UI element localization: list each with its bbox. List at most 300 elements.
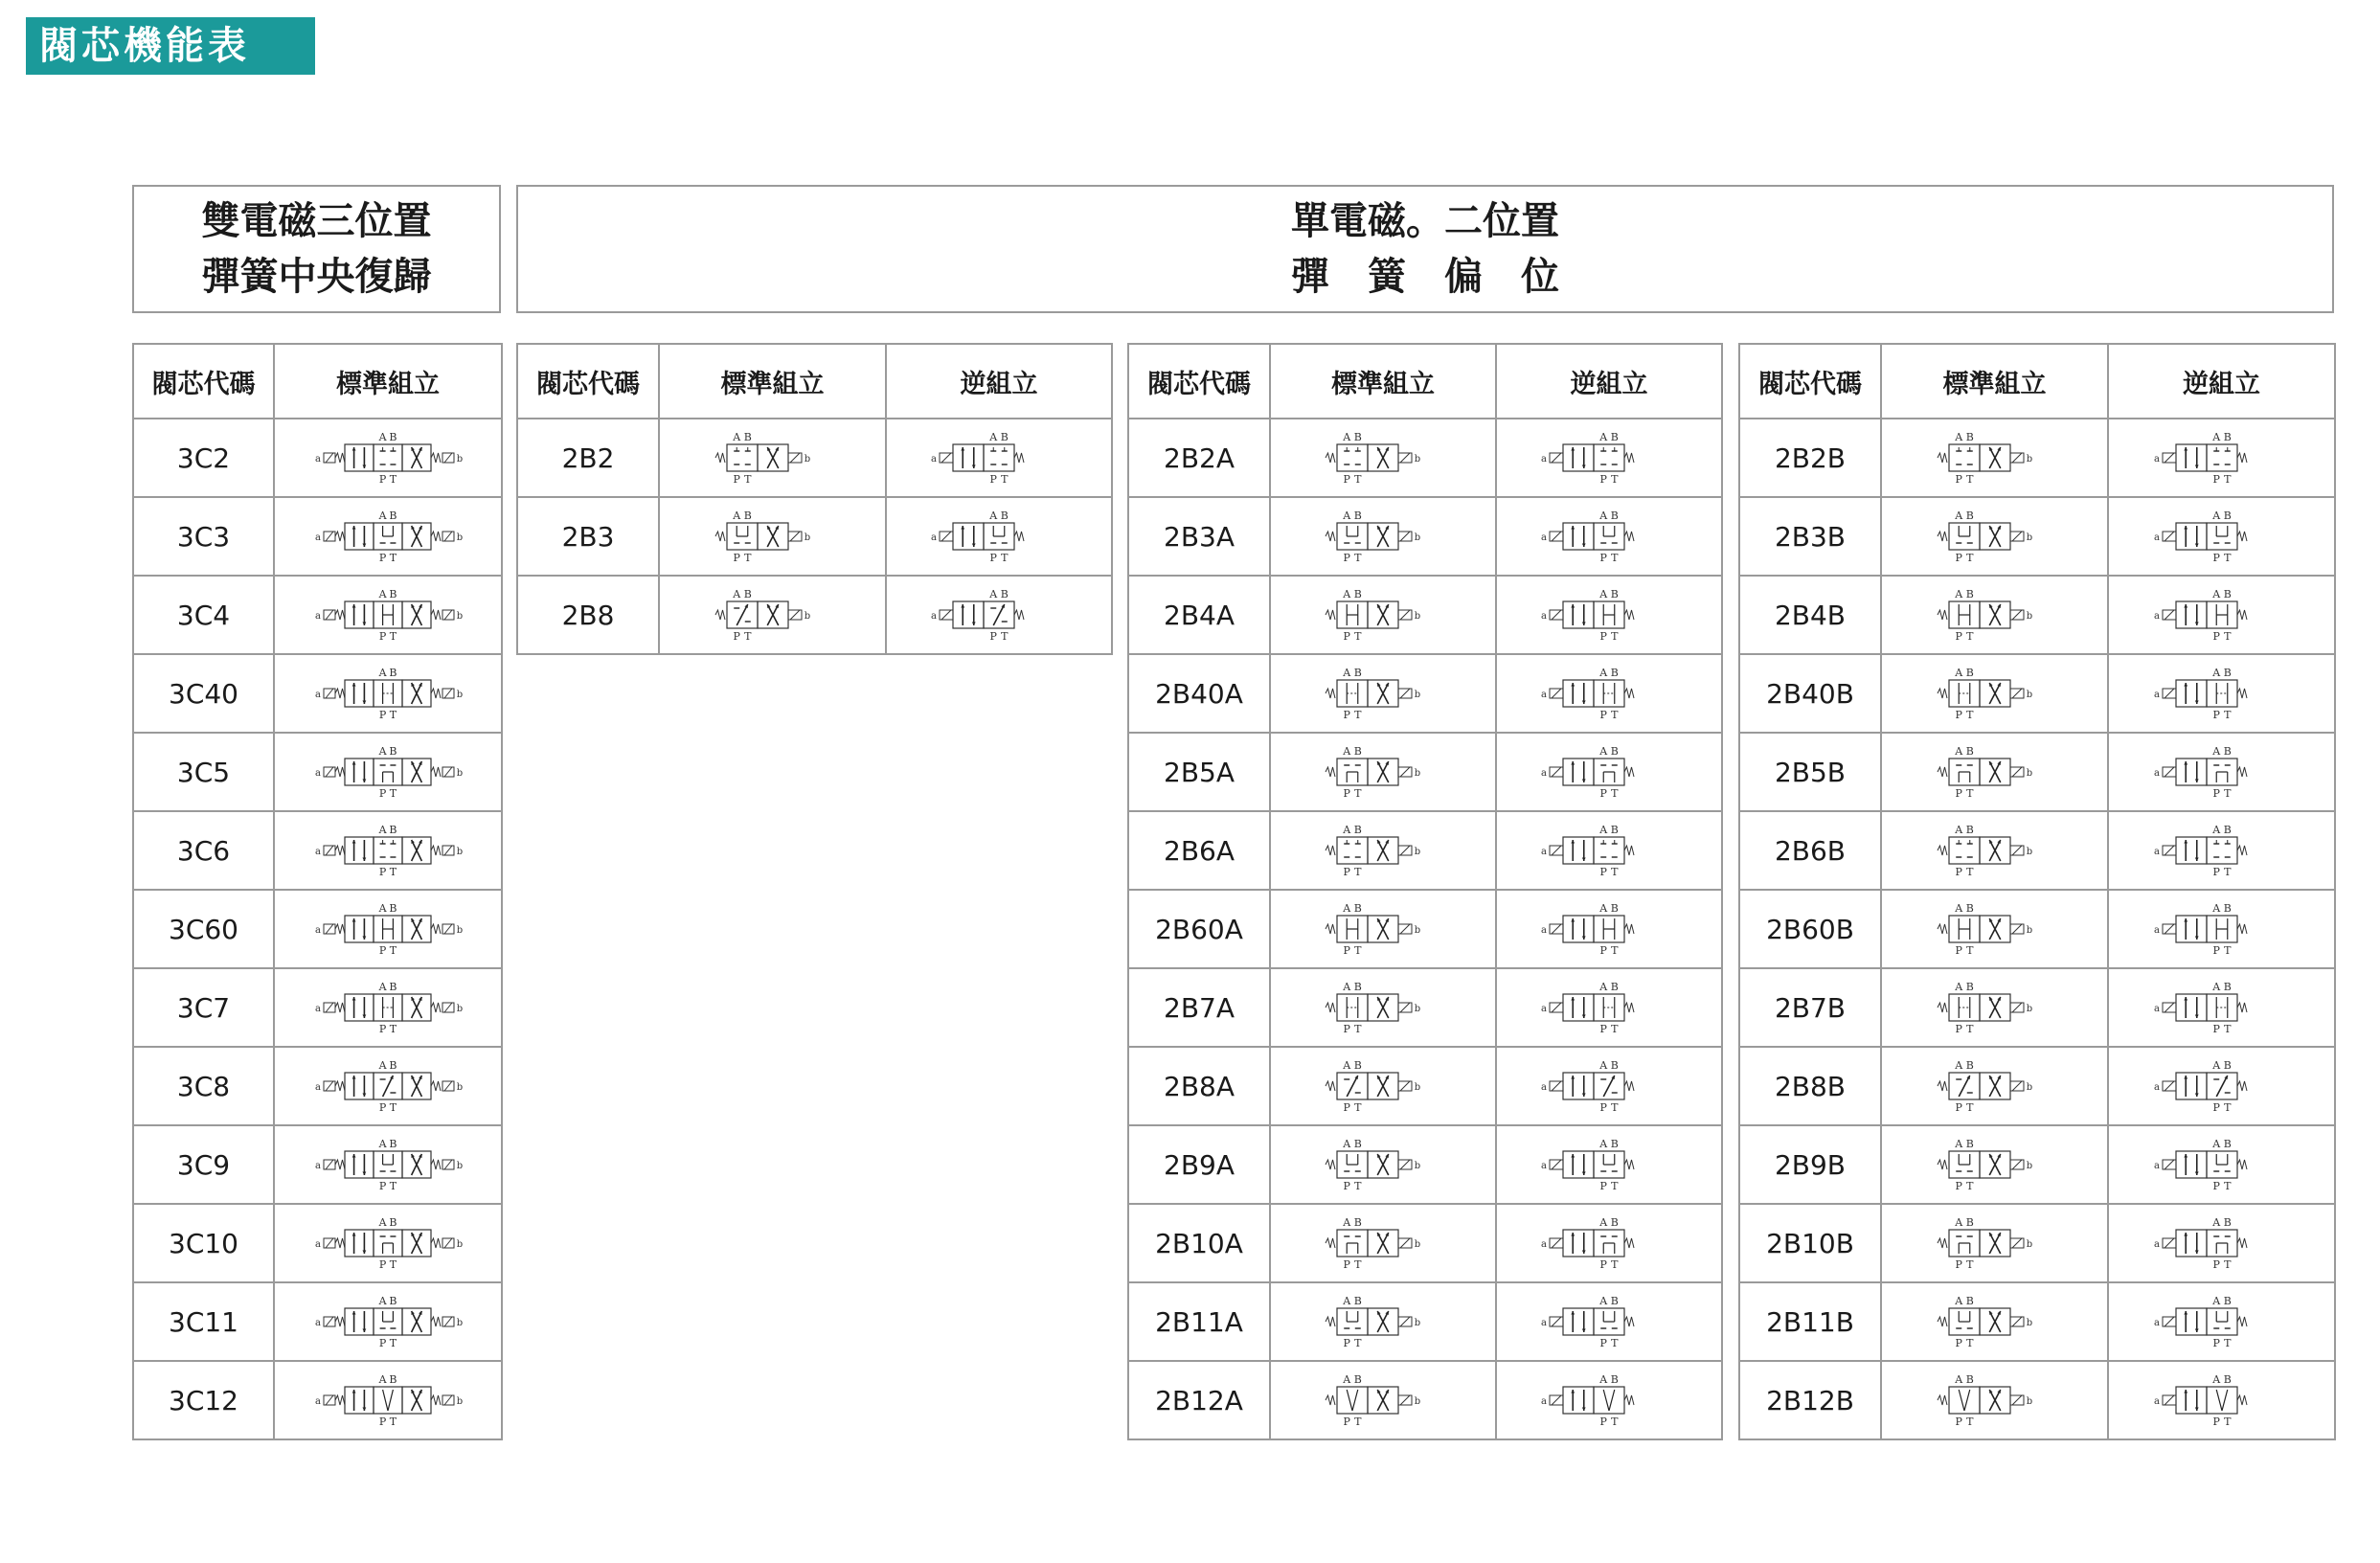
valve-code: 3C2	[133, 419, 274, 497]
svg-text:a: a	[315, 768, 321, 779]
valve-symbol-icon	[2121, 501, 2323, 572]
table-row	[1739, 968, 2335, 1047]
svg-text:B: B	[1353, 745, 1362, 758]
valve-symbol-icon	[287, 815, 488, 886]
svg-text:B: B	[1353, 588, 1362, 600]
table-row	[517, 497, 1112, 576]
valve-code: 3C3	[133, 497, 274, 576]
reverse-symbol	[2108, 968, 2335, 1047]
svg-text:T: T	[1354, 1416, 1362, 1428]
standard-symbol	[274, 419, 502, 497]
reverse-symbol	[1496, 1204, 1722, 1282]
svg-text:a: a	[931, 454, 937, 464]
svg-text:A: A	[378, 745, 387, 758]
svg-text:T: T	[389, 1101, 397, 1114]
valve-symbol-icon	[2121, 1286, 2323, 1357]
standard-symbol	[274, 1204, 502, 1282]
svg-text:A: A	[1343, 431, 1351, 443]
valve-code: 3C10	[133, 1204, 274, 1282]
svg-text:a: a	[931, 611, 937, 622]
svg-text:P: P	[1599, 1023, 1607, 1035]
svg-text:T: T	[1611, 1180, 1619, 1192]
svg-text:B: B	[1965, 824, 1974, 836]
table-row	[1128, 576, 1722, 654]
svg-text:T: T	[1965, 1258, 1973, 1271]
svg-text:b: b	[804, 532, 810, 543]
svg-text:T: T	[1354, 630, 1362, 643]
svg-text:T: T	[2223, 1258, 2231, 1271]
svg-text:B: B	[2223, 1373, 2232, 1386]
svg-text:B: B	[1353, 1295, 1362, 1307]
standard-symbol	[1270, 733, 1496, 811]
svg-text:a: a	[1541, 454, 1547, 464]
valve-symbol-icon	[1508, 501, 1710, 572]
standard-symbol	[1881, 890, 2108, 968]
svg-text:T: T	[389, 709, 397, 721]
svg-text:B: B	[2223, 1138, 2232, 1150]
svg-text:a: a	[1541, 847, 1547, 857]
valve-symbol-icon	[672, 579, 873, 650]
svg-text:P: P	[1955, 1258, 1962, 1271]
svg-text:A: A	[378, 1295, 387, 1307]
svg-text:P: P	[378, 787, 387, 800]
standard-symbol	[1270, 497, 1496, 576]
svg-text:b: b	[456, 532, 464, 543]
svg-text:P: P	[2212, 866, 2220, 878]
svg-text:B: B	[1965, 1138, 1974, 1150]
standard-symbol	[1270, 1125, 1496, 1204]
svg-text:P: P	[378, 709, 387, 721]
table-row	[133, 497, 502, 576]
table-row	[1739, 1204, 2335, 1282]
svg-text:B: B	[743, 431, 752, 443]
svg-text:P: P	[1343, 630, 1350, 643]
svg-text:T: T	[2223, 709, 2231, 721]
svg-text:P: P	[1343, 1023, 1350, 1035]
standard-symbol	[1881, 654, 2108, 733]
svg-text:b: b	[456, 1004, 464, 1014]
valve-symbol-icon	[1508, 1051, 1710, 1121]
svg-text:P: P	[2212, 1258, 2220, 1271]
svg-text:a: a	[2153, 1161, 2160, 1171]
three-position-table	[132, 343, 503, 1440]
two-position-b-rows	[517, 419, 1112, 654]
reverse-symbol	[1496, 1047, 1722, 1125]
svg-text:B: B	[389, 981, 397, 993]
reverse-symbol	[1496, 497, 1722, 576]
table-row	[1128, 419, 1722, 497]
svg-text:T: T	[1611, 1023, 1619, 1035]
svg-text:A: A	[1343, 981, 1351, 993]
valve-symbol-icon	[898, 501, 1099, 572]
valve-symbol-icon	[1282, 815, 1484, 886]
svg-text:a: a	[1541, 611, 1547, 622]
valve-code: 2B2B	[1739, 419, 1881, 497]
valve-code: 3C8	[133, 1047, 274, 1125]
svg-text:B: B	[1353, 431, 1362, 443]
valve-code: 2B40B	[1739, 654, 1881, 733]
svg-text:A: A	[2211, 981, 2220, 993]
valve-symbol-icon	[287, 501, 488, 572]
category-three-position-line1: 雙電磁三位置	[201, 199, 432, 243]
valve-symbol-icon	[2121, 972, 2323, 1043]
svg-text:B: B	[389, 1138, 397, 1150]
valve-code: 2B7A	[1128, 968, 1270, 1047]
svg-text:T: T	[1965, 866, 1973, 878]
svg-text:A: A	[378, 981, 387, 993]
svg-text:a: a	[2153, 532, 2160, 543]
svg-text:T: T	[1354, 552, 1362, 564]
svg-text:B: B	[1000, 431, 1009, 443]
valve-symbol-icon	[287, 1129, 488, 1200]
svg-text:A: A	[1343, 1216, 1351, 1229]
svg-text:a: a	[315, 925, 321, 936]
valve-symbol-icon	[1894, 1286, 2096, 1357]
svg-text:T: T	[389, 630, 397, 643]
svg-text:T: T	[389, 1023, 397, 1035]
svg-text:P: P	[1599, 1416, 1607, 1428]
svg-text:a: a	[2153, 611, 2160, 622]
table-row	[517, 419, 1112, 497]
svg-text:b: b	[1414, 1239, 1421, 1250]
valve-symbol-icon	[1894, 1208, 2096, 1279]
valve-symbol-icon	[1894, 1051, 2096, 1121]
svg-text:A: A	[378, 902, 387, 915]
header-standard: 標準組立	[1881, 344, 2108, 419]
svg-text:b: b	[804, 454, 810, 464]
svg-text:a: a	[2153, 768, 2160, 779]
svg-text:P: P	[378, 552, 387, 564]
table-row	[1739, 811, 2335, 890]
svg-text:T: T	[2223, 630, 2231, 643]
table-row	[1128, 1047, 1722, 1125]
svg-text:A: A	[1343, 745, 1351, 758]
svg-text:T: T	[1965, 552, 1973, 564]
svg-text:A: A	[1599, 667, 1608, 679]
svg-text:P: P	[2212, 944, 2220, 957]
svg-text:A: A	[1343, 510, 1351, 522]
valve-symbol-icon	[1282, 894, 1484, 964]
svg-text:A: A	[1343, 1138, 1351, 1150]
svg-text:a: a	[315, 1396, 321, 1407]
valve-symbol-icon	[1894, 579, 2096, 650]
svg-text:b: b	[1414, 1318, 1421, 1328]
svg-text:A: A	[1954, 431, 1962, 443]
valve-code: 3C60	[133, 890, 274, 968]
valve-code: 2B2A	[1128, 419, 1270, 497]
svg-text:b: b	[456, 768, 464, 779]
valve-symbol-icon	[2121, 422, 2323, 493]
standard-symbol	[1270, 419, 1496, 497]
table-row	[1128, 1204, 1722, 1282]
standard-symbol	[1270, 1361, 1496, 1439]
svg-text:P: P	[1955, 552, 1962, 564]
svg-text:P: P	[2212, 473, 2220, 486]
valve-symbol-icon	[1894, 501, 2096, 572]
svg-text:P: P	[2212, 1180, 2220, 1192]
svg-text:B: B	[2223, 431, 2232, 443]
standard-symbol	[1881, 811, 2108, 890]
valve-symbol-icon	[1282, 1286, 1484, 1357]
valve-code: 2B3B	[1739, 497, 1881, 576]
svg-text:B: B	[1000, 588, 1009, 600]
reverse-symbol	[1496, 419, 1722, 497]
svg-text:b: b	[1414, 847, 1421, 857]
svg-text:T: T	[389, 1258, 397, 1271]
standard-symbol	[274, 968, 502, 1047]
reverse-symbol	[2108, 1361, 2335, 1439]
standard-symbol	[1270, 1204, 1496, 1282]
reverse-symbol	[2108, 890, 2335, 968]
svg-text:a: a	[2153, 690, 2160, 700]
svg-text:B: B	[1965, 510, 1974, 522]
svg-text:P: P	[1955, 709, 1962, 721]
reverse-symbol	[2108, 811, 2335, 890]
standard-symbol	[274, 1282, 502, 1361]
svg-text:P: P	[2212, 709, 2220, 721]
svg-text:T: T	[389, 473, 397, 486]
svg-text:A: A	[1954, 1295, 1962, 1307]
valve-symbol-icon	[1282, 422, 1484, 493]
valve-symbol-icon	[1894, 815, 2096, 886]
svg-text:b: b	[1414, 611, 1421, 622]
svg-text:a: a	[315, 690, 321, 700]
svg-text:T: T	[1965, 1416, 1973, 1428]
valve-code: 2B2	[517, 419, 659, 497]
svg-text:A: A	[1599, 824, 1608, 836]
svg-text:A: A	[1343, 1295, 1351, 1307]
table-row	[133, 576, 502, 654]
svg-text:T: T	[1354, 473, 1362, 486]
header-code: 閥芯代碼	[1739, 344, 1881, 419]
svg-text:b: b	[2026, 847, 2032, 857]
table-row	[1739, 1047, 2335, 1125]
svg-text:B: B	[389, 431, 397, 443]
svg-text:P: P	[1343, 787, 1350, 800]
svg-text:b: b	[2026, 1239, 2032, 1250]
standard-symbol	[659, 497, 886, 576]
valve-symbol-icon	[1282, 1208, 1484, 1279]
table-row	[1739, 419, 2335, 497]
svg-text:B: B	[1610, 824, 1619, 836]
valve-code: 2B3A	[1128, 497, 1270, 576]
svg-text:T: T	[743, 473, 751, 486]
svg-text:a: a	[1541, 1239, 1547, 1250]
svg-text:P: P	[2212, 552, 2220, 564]
svg-text:A: A	[378, 588, 387, 600]
svg-text:A: A	[1599, 1059, 1608, 1072]
valve-code: 3C5	[133, 733, 274, 811]
svg-text:T: T	[2223, 944, 2231, 957]
svg-text:a: a	[315, 1004, 321, 1014]
three-position-rows	[133, 419, 502, 1439]
valve-code: 2B6B	[1739, 811, 1881, 890]
svg-text:T: T	[1611, 630, 1619, 643]
valve-code: 2B10B	[1739, 1204, 1881, 1282]
svg-text:B: B	[1610, 1373, 1619, 1386]
svg-text:P: P	[378, 944, 387, 957]
two-position-b-table	[516, 343, 1113, 655]
header-reverse: 逆組立	[2108, 344, 2335, 419]
svg-text:a: a	[1541, 925, 1547, 936]
svg-text:T: T	[743, 630, 751, 643]
svg-text:P: P	[1343, 1337, 1350, 1349]
svg-text:A: A	[378, 824, 387, 836]
svg-text:a: a	[2153, 847, 2160, 857]
header-reverse: 逆組立	[886, 344, 1112, 419]
svg-text:A: A	[2211, 1295, 2220, 1307]
svg-text:A: A	[2211, 745, 2220, 758]
valve-symbol-icon	[1508, 1208, 1710, 1279]
svg-text:B: B	[2223, 824, 2232, 836]
page-title: 閥芯機能表	[26, 17, 315, 75]
svg-text:P: P	[378, 1416, 387, 1428]
svg-text:b: b	[1414, 532, 1421, 543]
valve-symbol-icon	[1894, 658, 2096, 729]
svg-text:a: a	[315, 1161, 321, 1171]
svg-text:T: T	[2223, 787, 2231, 800]
svg-text:T: T	[1354, 709, 1362, 721]
svg-text:a: a	[2153, 1396, 2160, 1407]
svg-text:B: B	[389, 1216, 397, 1229]
svg-text:P: P	[1343, 944, 1350, 957]
svg-text:b: b	[2026, 611, 2032, 622]
svg-text:T: T	[2223, 473, 2231, 486]
header-code: 閥芯代碼	[1128, 344, 1270, 419]
standard-symbol	[1881, 497, 2108, 576]
valve-symbol-icon	[1894, 1129, 2096, 1200]
svg-text:T: T	[2223, 1180, 2231, 1192]
two-position-a-table	[1127, 343, 1723, 1440]
svg-text:P: P	[1955, 1023, 1962, 1035]
table-row	[1739, 733, 2335, 811]
table-row	[133, 1125, 502, 1204]
standard-symbol	[1881, 1361, 2108, 1439]
valve-code: 2B4A	[1128, 576, 1270, 654]
svg-text:B: B	[1610, 588, 1619, 600]
svg-text:P: P	[733, 552, 740, 564]
svg-text:T: T	[1611, 866, 1619, 878]
svg-text:P: P	[1343, 1180, 1350, 1192]
table-row	[1128, 1125, 1722, 1204]
svg-text:T: T	[1354, 1023, 1362, 1035]
svg-text:B: B	[1965, 981, 1974, 993]
svg-text:b: b	[1414, 768, 1421, 779]
svg-text:A: A	[732, 588, 740, 600]
svg-text:a: a	[1541, 1161, 1547, 1171]
svg-text:a: a	[1541, 768, 1547, 779]
svg-text:T: T	[1965, 944, 1973, 957]
valve-symbol-icon	[2121, 894, 2323, 964]
standard-symbol	[659, 419, 886, 497]
svg-text:b: b	[2026, 1161, 2032, 1171]
svg-text:B: B	[389, 745, 397, 758]
standard-symbol	[274, 1047, 502, 1125]
standard-symbol	[1270, 654, 1496, 733]
svg-text:T: T	[1611, 552, 1619, 564]
svg-text:a: a	[315, 1239, 321, 1250]
svg-text:A: A	[1343, 1059, 1351, 1072]
svg-text:b: b	[456, 1318, 464, 1328]
svg-text:B: B	[1965, 1059, 1974, 1072]
svg-text:P: P	[1955, 1180, 1962, 1192]
svg-text:B: B	[1610, 510, 1619, 522]
svg-text:B: B	[1353, 1059, 1362, 1072]
valve-symbol-icon	[672, 422, 873, 493]
svg-text:A: A	[1343, 588, 1351, 600]
valve-code: 2B11A	[1128, 1282, 1270, 1361]
reverse-symbol	[886, 419, 1112, 497]
valve-symbol-icon	[287, 894, 488, 964]
standard-symbol	[1270, 968, 1496, 1047]
category-two-position-line1: 單電磁。二位置	[1291, 199, 1559, 243]
svg-text:b: b	[1414, 454, 1421, 464]
valve-code: 2B9B	[1739, 1125, 1881, 1204]
standard-symbol	[1270, 1282, 1496, 1361]
svg-text:T: T	[389, 552, 397, 564]
svg-text:B: B	[1353, 510, 1362, 522]
svg-text:B: B	[389, 588, 397, 600]
svg-text:B: B	[1965, 667, 1974, 679]
svg-text:A: A	[2211, 510, 2220, 522]
svg-text:b: b	[456, 611, 464, 622]
svg-text:P: P	[2212, 1023, 2220, 1035]
svg-text:T: T	[1354, 944, 1362, 957]
table-row	[1128, 497, 1722, 576]
svg-text:T: T	[1354, 1337, 1362, 1349]
svg-text:P: P	[1955, 1337, 1962, 1349]
svg-text:b: b	[456, 1082, 464, 1093]
svg-text:b: b	[2026, 1396, 2032, 1407]
svg-text:P: P	[1599, 1258, 1607, 1271]
svg-text:P: P	[2212, 1337, 2220, 1349]
svg-text:A: A	[1954, 1373, 1962, 1386]
svg-text:b: b	[2026, 690, 2032, 700]
table-row	[1128, 890, 1722, 968]
svg-text:T: T	[389, 1337, 397, 1349]
svg-text:A: A	[732, 431, 740, 443]
svg-text:A: A	[989, 510, 998, 522]
svg-text:B: B	[1353, 1216, 1362, 1229]
valve-code: 2B7B	[1739, 968, 1881, 1047]
svg-text:B: B	[1353, 824, 1362, 836]
table-row	[133, 1282, 502, 1361]
svg-text:P: P	[1343, 473, 1350, 486]
svg-text:T: T	[389, 787, 397, 800]
valve-symbol-icon	[1508, 815, 1710, 886]
reverse-symbol	[1496, 654, 1722, 733]
svg-text:P: P	[1343, 1101, 1350, 1114]
svg-text:T: T	[2223, 866, 2231, 878]
svg-text:A: A	[1599, 588, 1608, 600]
svg-text:B: B	[1353, 1138, 1362, 1150]
svg-text:B: B	[389, 902, 397, 915]
svg-text:b: b	[456, 454, 464, 464]
table-row	[1128, 733, 1722, 811]
svg-text:b: b	[456, 847, 464, 857]
valve-symbol-icon	[1282, 501, 1484, 572]
svg-text:A: A	[989, 431, 998, 443]
valve-symbol-icon	[1508, 894, 1710, 964]
svg-text:P: P	[1599, 944, 1607, 957]
svg-text:P: P	[378, 1023, 387, 1035]
svg-text:b: b	[2026, 1318, 2032, 1328]
svg-text:T: T	[2223, 1416, 2231, 1428]
svg-text:A: A	[989, 588, 998, 600]
svg-text:P: P	[989, 552, 997, 564]
svg-text:A: A	[1343, 1373, 1351, 1386]
standard-symbol	[274, 890, 502, 968]
